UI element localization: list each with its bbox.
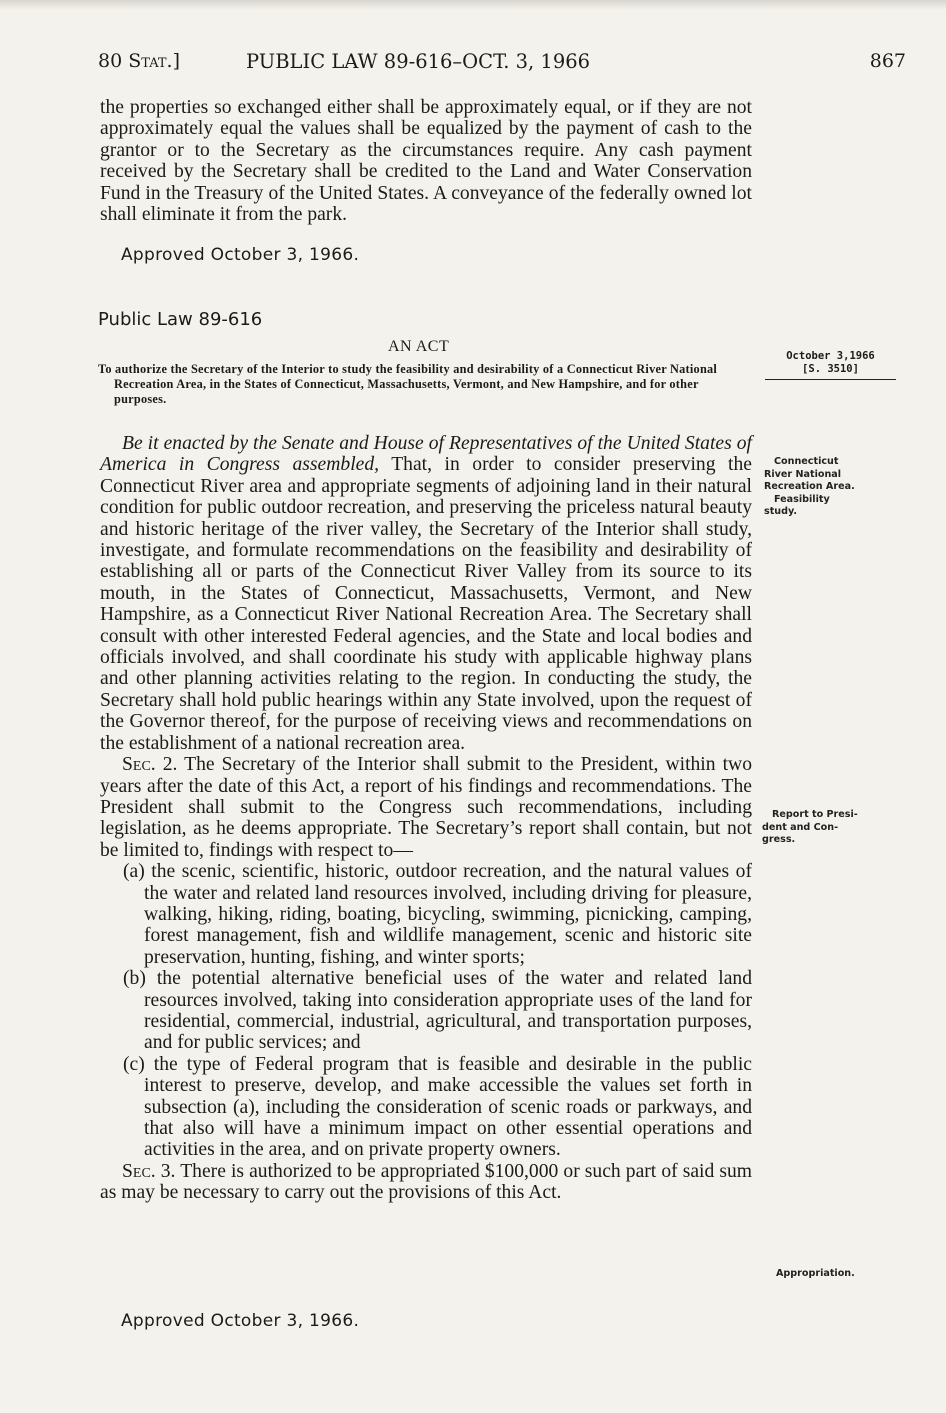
- margin-note-2-line-3: gress.: [762, 834, 796, 845]
- margin-note-2-line-2: dent and Con-: [762, 821, 839, 833]
- list-item-a: (a) the scenic, scientific, historic, outdoor recreation, and the natural values of the water and related land resources involved, including driving for pleasure, walking, hiking, riding, boating, bicycling, swimming, picnicking, camping, forest management, fish and wildlife management, scenic and historic site preservation, hunting, fishing, and winter sports;: [123, 861, 752, 968]
- page-number: 867: [869, 50, 906, 72]
- sidenote-rule: [765, 379, 896, 380]
- margin-note-feasibility: [764, 456, 904, 519]
- date-sidenote: [765, 350, 896, 376]
- enacting-clause: Be it enacted by the Senate and House of Representatives of the United States of America in Congress assembled,: [100, 433, 752, 476]
- margin-note-1-line-4: Feasibility: [774, 493, 830, 505]
- margin-note-appropriation: Appropriation.: [776, 1268, 855, 1279]
- page-edge-shadow: [0, 0, 946, 10]
- running-header: [98, 50, 906, 78]
- continuation-text: the properties so exchanged either shall be approximately equal, or if they are not approximately equal the values shall be equalized by the payment of cash to the grantor or to the Secretary as the circumstances require. Any cash payment received by the Secretary shall be credited to the Land and Water Conservation Fund in the Treasury of the United States. A conveyance of the federally owned lot shall eliminate it from the park.: [100, 97, 752, 226]
- section-3-paragraph: [100, 1161, 752, 1204]
- margin-note-1-line-2: River National: [764, 468, 842, 480]
- date-note-date: October 3,1966: [786, 350, 875, 362]
- section-3-text: There is authorized to be appropriated $100,000 or such part of said sum as may be necessary to carry out the provisions of this Act.: [100, 1160, 753, 1204]
- approved-line-previous: Approved October 3, 1966.: [121, 245, 360, 265]
- margin-note-1-line-5: study.: [764, 506, 798, 517]
- header-bracket: ]: [172, 50, 181, 72]
- header-title: PUBLIC LAW 89-616–OCT. 3, 1966: [246, 50, 591, 73]
- margin-note-report: [762, 809, 902, 847]
- list-item-b: (b) the potential alternative beneficial uses of the water and related land resources involved, taking into consideration appropriate uses of the land for residential, commercial, industrial, agricultural, and transportation purposes, and for public services; and: [123, 968, 752, 1054]
- approved-line: Approved October 3, 1966.: [121, 1311, 360, 1331]
- margin-note-1-line-1: Connecticut: [774, 456, 839, 467]
- section-2-paragraph: [100, 754, 752, 861]
- list-item-c: (c) the type of Federal program that is feasible and desirable in the public interest to preserve, develop, and make accessible the values set forth in subsection (a), including the consideration of scenic roads or parkways, and that also will have a minimum impact on other essential operations and activities in the area, and on private property owners.: [123, 1053, 752, 1161]
- header-volume: 80: [98, 50, 123, 72]
- act-heading: AN ACT: [388, 338, 450, 355]
- act-description: [98, 362, 752, 407]
- law-title: Public Law 89-616: [98, 309, 263, 330]
- enacting-text: That, in order to consider preserving the Connecticut River area and appropriate segments of adjoining land in their natural condition for public outdoor recreation, and preserving the priceless natural beauty and historic heritage of the river valley, the Secretary of the Interior shall study, investigate, and formulate recommendations on the feasibility and desirability of establishing all or parts of the Connecticut River Valley from its source to its mouth, in the States of Connecticut, Massachusetts, Vermont, and New Hampshire, as a Connecticut River National Recreation Area. The Secretary shall consult with other interested Federal agencies, and the State and local bodies and officials involved, and shall coordinate his study with applicable highway plans and other planning activities relating to the region. In conducting the study, the Secretary shall hold public hearings within any State involved, upon the request of the Governor thereof, for the purpose of receiving views and recommendations on the establishment of a national recreation area.: [100, 454, 752, 754]
- section-3-label: Sec. 3.: [122, 1160, 176, 1182]
- margin-note-1-line-3: Recreation Area.: [764, 481, 855, 492]
- header-stat: Stat.: [128, 50, 173, 72]
- header-citation: [98, 50, 180, 72]
- section-2-label: Sec. 2.: [122, 754, 178, 776]
- act-description-line1: To authorize the Secretary of the Interior to study the feasibility and desirability: [98, 362, 540, 376]
- act-description-rest: of a Connecticut River National Recreation Area, in the States of Connecticut, Massachusetts, Vermont, and New Hampshire, and for other purposes.: [114, 362, 718, 406]
- section-2-text: The Secretary of the Interior shall submit to the President, within two years after the date of this Act, a report of his findings and recommendations. The President shall submit to the Congress such recommendations, including legislation, as he deems appropriate. The Secretary’s report shall contain, but not be limited to, findings with respect to—: [100, 754, 752, 861]
- date-note-bill: [S. 3510]: [802, 363, 859, 375]
- enacting-paragraph: [100, 433, 752, 754]
- act-description-text: [98, 362, 752, 407]
- continuation-paragraph: [100, 97, 752, 225]
- margin-note-2-line-1: Report to Presi-: [772, 809, 858, 820]
- main-body: [100, 433, 752, 1204]
